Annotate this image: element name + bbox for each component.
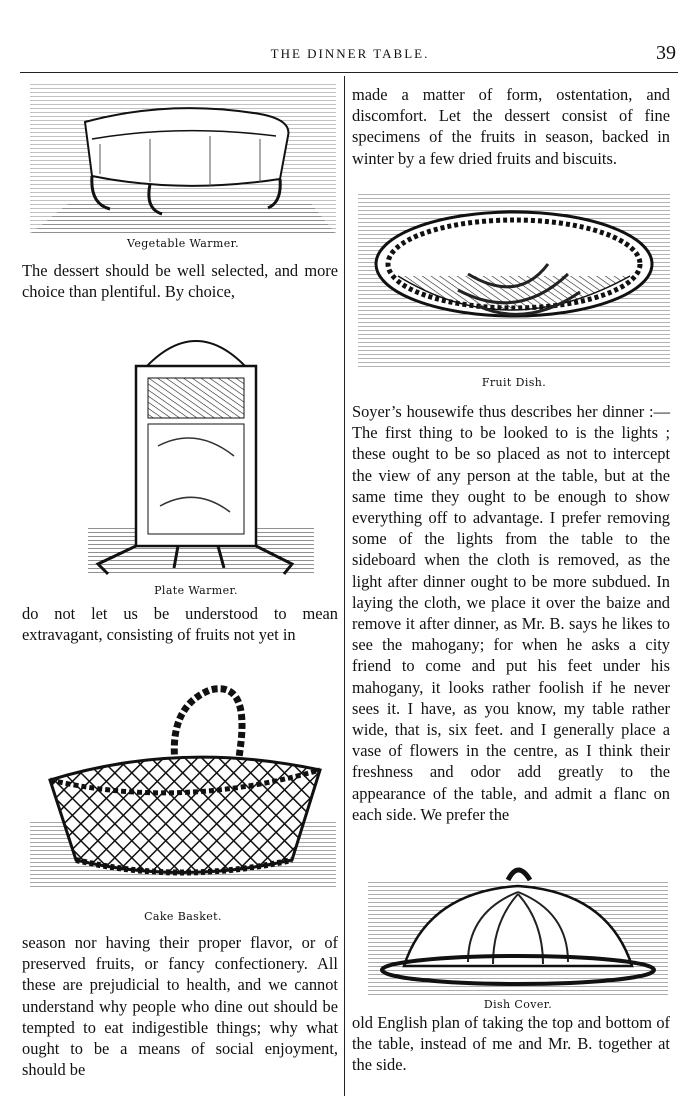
caption-vegetable-warmer: Vegetable Warmer.	[127, 237, 239, 250]
caption-cake-basket: Cake Basket.	[144, 910, 222, 923]
left-paragraph-1: The dessert should be well selected, and more choice than plentiful. By choice,	[22, 261, 338, 302]
running-title: THE DINNER TABLE.	[270, 46, 430, 61]
plate-warmer-illustration	[78, 316, 314, 580]
right-paragraph-3: old English plan of taking the top and bottom of the table, instead of me and Mr. B. together at the side.	[352, 1013, 670, 1075]
caption-plate-warmer: Plate Warmer.	[154, 584, 238, 597]
header-rule	[20, 72, 678, 73]
cake-basket-illustration	[30, 670, 336, 898]
fruit-dish-illustration	[358, 194, 670, 370]
page-number: 39	[656, 42, 676, 64]
vegetable-warmer-illustration	[30, 84, 336, 234]
right-paragraph-2: Soyer’s housewife thus describes her dinner :—The first thing to be looked to is the lights ; these ought to be so placed as not to intercept the view of any person at the table, but at the same time they ought to be enough to show everything off to advantage. I prefer removing some of the lights from the table to the sideboard when the cloth is removed, as the light after dinner ought to be more subdued. In laying the cloth, we place it over the baize and remove it after dinner, as Mr. B. says he likes to see the mahogany; for when he asks a city friend to come and put his feet under his mahogany, it looks rather foolish if he never sees it. I have, as you know, my table rather wide, that is, six feet. and I generally place a vase of flowers in the centre, as I think their freshness and odor add greatly to the appearance of the table, and admit a flanc on each side. We prefer the	[352, 402, 670, 824]
column-rule	[344, 76, 345, 1096]
running-head	[24, 38, 676, 68]
caption-fruit-dish: Fruit Dish.	[481, 376, 547, 389]
caption-dish-cover: Dish Cover.	[483, 998, 553, 1011]
left-paragraph-2: do not let us be understood to mean extravagant, consisting of fruits not yet in	[22, 604, 338, 645]
dish-cover-illustration	[368, 862, 668, 996]
left-paragraph-3: season nor having their proper flavor, or of preserved fruits, or fancy confectionery. All these are prejudicial to health, and we cannot understand why people who dine out should be tempted to eat indigestible things; why what ought to be a means of social enjoyment, should be	[22, 933, 338, 1080]
right-paragraph-1: made a matter of form, ostentation, and discomfort. Let the dessert consist of fine specimens of the fruits in season, backed in winter by a few dried fruits and biscuits.	[352, 85, 670, 168]
